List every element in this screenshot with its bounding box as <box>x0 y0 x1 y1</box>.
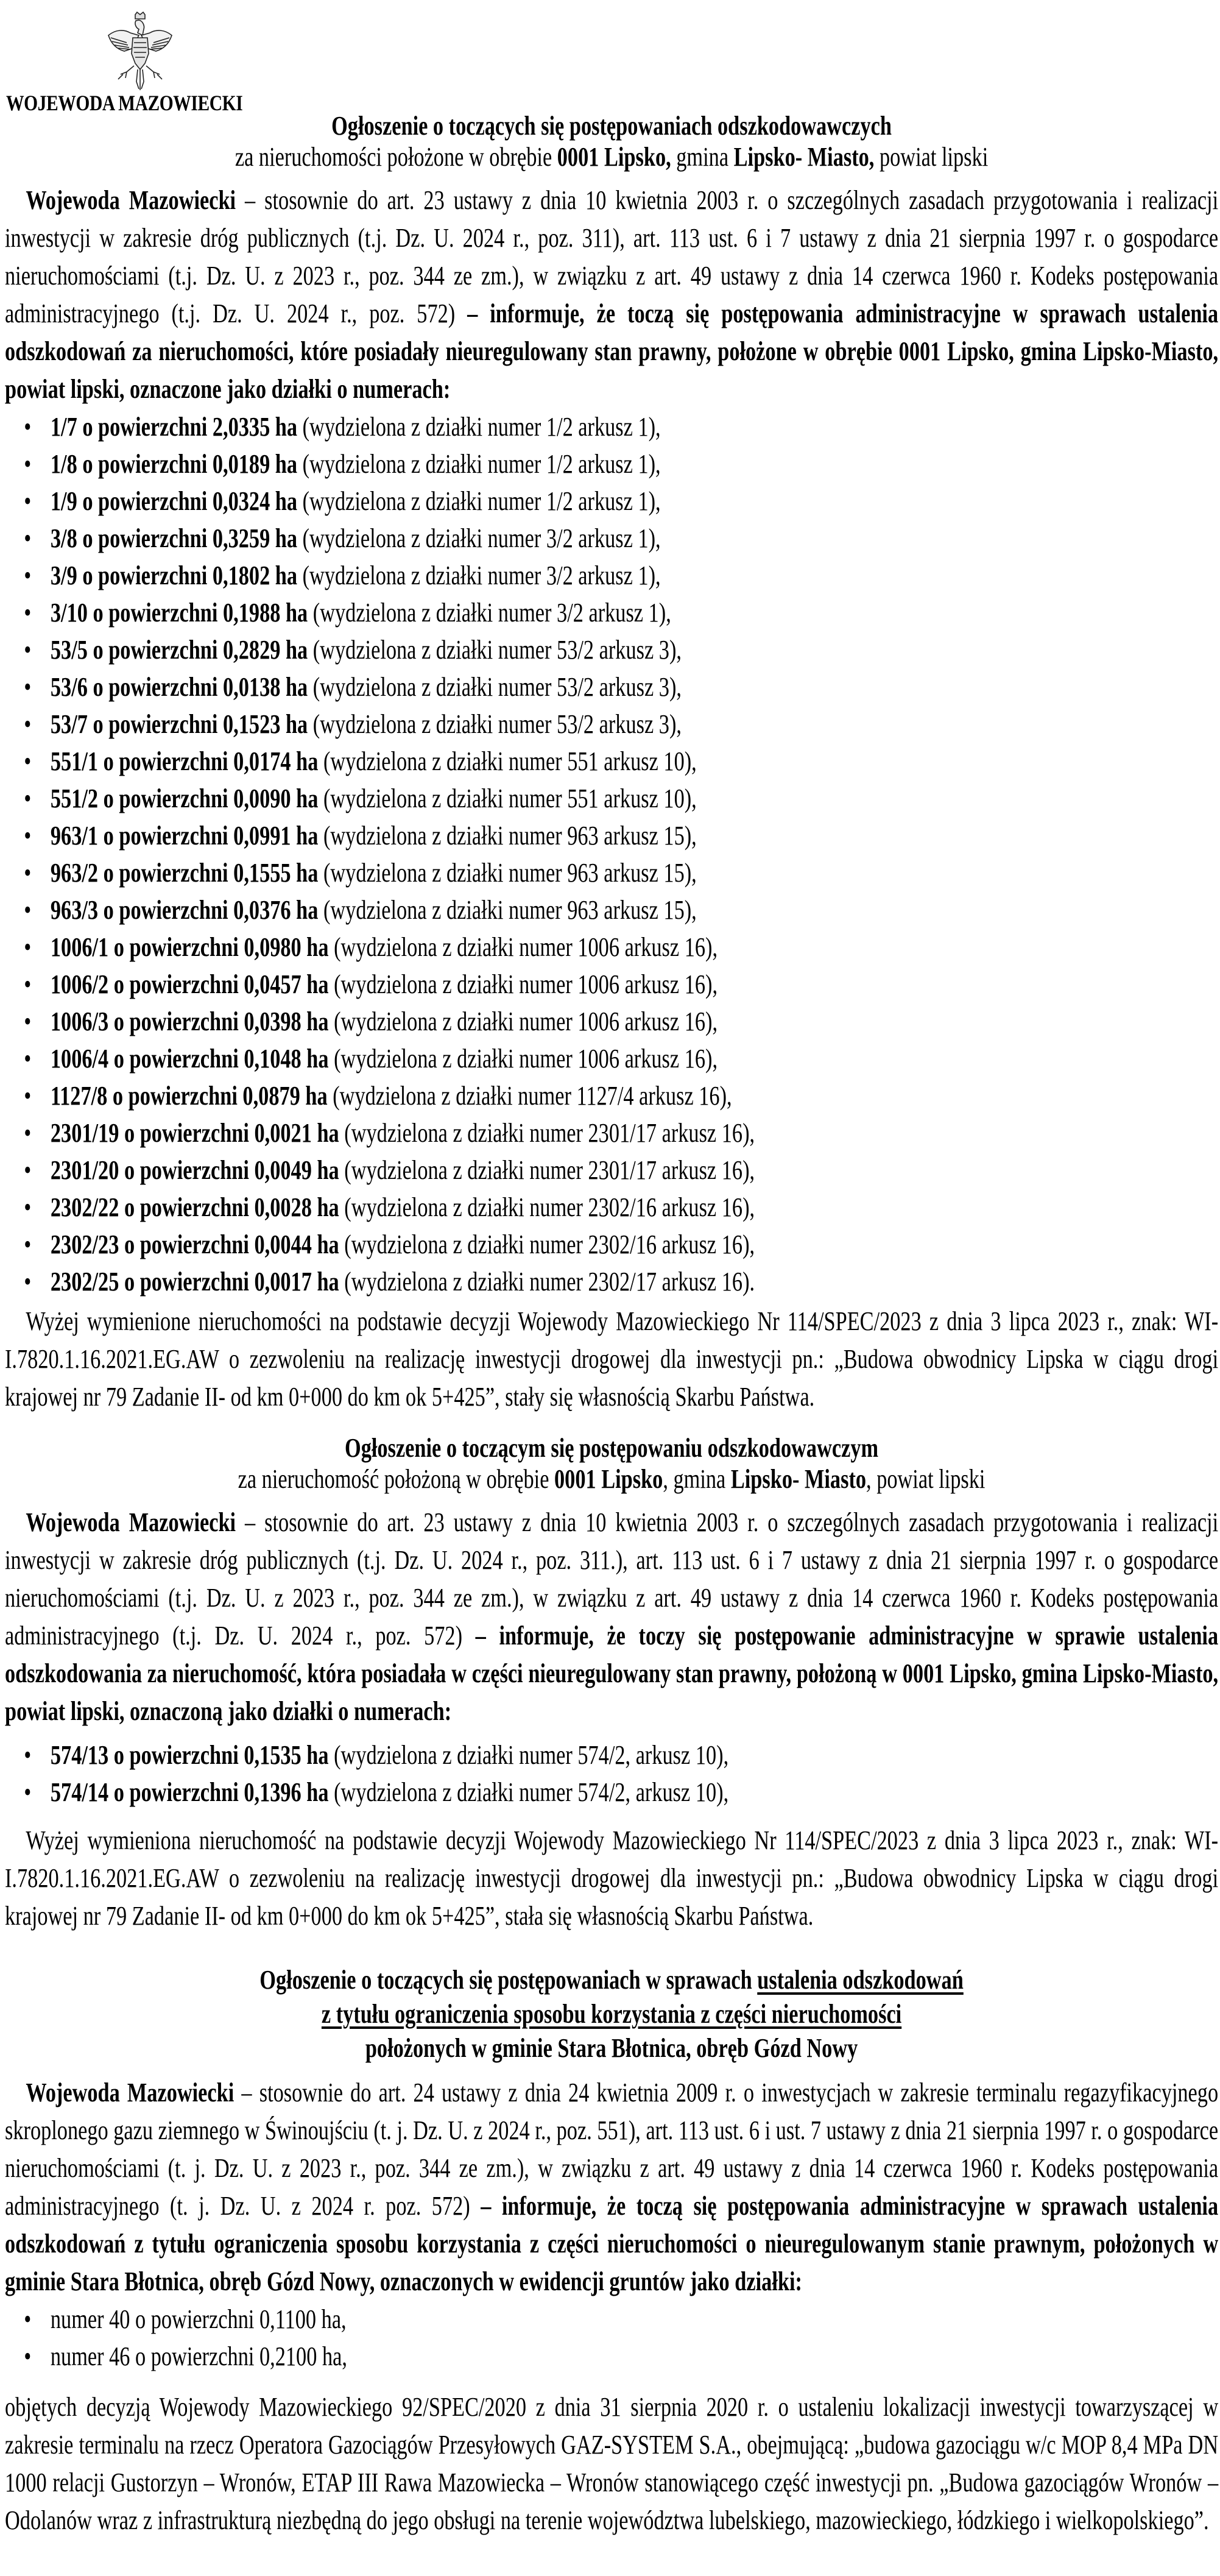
bullet-icon: • <box>24 1118 32 1148</box>
parcel-list-item <box>5 1263 1218 1300</box>
parcel-id-area: 1/7 o powierzchni 2,0335 ha <box>50 412 298 442</box>
parcel-list-item <box>5 854 1218 891</box>
parcel-list-item <box>5 1189 1218 1226</box>
parcel-origin: (wydzielona z działki numer 3/2 arkusz 1), <box>308 598 671 628</box>
notice-closing: Wyżej wymieniona nieruchomość na podstawie decyzji Wojewody Mazowieckiego Nr 114/SPEC/2023 z dnia 3 lipca 2023 r., znak: WI-I.7820.1.16.2021.EG.AW o zezwoleniu na realizację inwestycji drogowej dla inwestycji pn.: „Budowa obwodnicy Lipska w ciągu drogi krajowej nr 79 Zadanie II- od km 0+000 do km ok 5+425”, stała się własnością Skarbu Państwa. <box>5 1825 1219 1931</box>
parcel-origin: numer 46 o powierzchni 0,2100 ha, <box>50 2341 347 2371</box>
subtitle-text: za nieruchomości położone w obrębie <box>234 142 557 172</box>
notice-title <box>5 1963 1218 1997</box>
bullet-icon: • <box>24 598 32 628</box>
parcel-origin: (wydzielona z działki numer 53/2 arkusz 3), <box>308 635 682 665</box>
polish-eagle-emblem-icon <box>102 11 178 91</box>
title-underlined: ustalenia odszkodowań <box>757 1965 964 1995</box>
bullet-icon: • <box>24 858 32 888</box>
parcel-list-item <box>5 817 1218 854</box>
parcel-origin: (wydzielona z działki numer 3/2 arkusz 1), <box>297 523 661 553</box>
subtitle-precinct: 0001 Lipsko, <box>557 142 671 172</box>
parcel-list-item <box>5 557 1218 594</box>
subtitle-text: , powiat lipski <box>866 1464 986 1494</box>
title-underlined: z tytułu ograniczenia sposobu korzystania z części nieruchomości <box>321 1999 902 2029</box>
parcel-list-item <box>5 1226 1218 1263</box>
bullet-icon: • <box>24 1192 32 1222</box>
parcel-id-area: 2302/23 o powierzchni 0,0044 ha <box>50 1230 339 1259</box>
parcel-origin: (wydzielona z działki numer 53/2 arkusz 3), <box>308 672 682 702</box>
notice-intro <box>5 2074 1218 2301</box>
parcel-id-area: 963/1 o powierzchni 0,0991 ha <box>50 821 319 851</box>
parcel-origin: (wydzielona z działki numer 2302/17 arkusz 16). <box>339 1267 755 1297</box>
parcel-list-item <box>5 929 1218 966</box>
parcel-id-area: 1006/1 o powierzchni 0,0980 ha <box>50 932 329 962</box>
parcel-id-area: 2301/19 o powierzchni 0,0021 ha <box>50 1118 339 1148</box>
bullet-icon: • <box>24 1740 32 1770</box>
intro-text: – stosownie do art. 23 ustawy z dnia 10 kwietnia 2003 r. o szczególnych zasadach przygotowania i realizacji inwestycji w zakresie dróg publicznych (t.j. Dz. U. 2024 r., poz. 311), art. 113 ust. 6 i 7 ustawy z dnia 21 sierpnia 1997 r. o gospodarce nieruchomościami (t.j. Dz. U. z 2023 r., poz. 344 ze zm.), w związku z art. 49 ustawy z dnia 14 czerwca 1960 r. Kodeks postępowania administracyjnego (t.j. Dz. U. 2024 r., poz. 572) <box>5 185 1219 328</box>
notice-title: Ogłoszenie o toczących się postępowaniach odszkodowawczych <box>331 111 892 141</box>
parcel-list <box>5 1736 1218 1811</box>
parcel-id-area: 551/2 o powierzchni 0,0090 ha <box>50 784 319 813</box>
parcel-list-item <box>5 668 1218 706</box>
parcel-origin: (wydzielona z działki numer 574/2, arkusz 10), <box>328 1740 729 1770</box>
parcel-list-item <box>5 780 1218 817</box>
parcel-list-item <box>5 706 1218 743</box>
subtitle-text: powiat lipski <box>874 142 989 172</box>
parcel-id-area: 963/3 o powierzchni 0,0376 ha <box>50 895 319 925</box>
bullet-icon: • <box>24 523 32 553</box>
bullet-icon: • <box>24 969 32 999</box>
title-text: Ogłoszenie o toczących się postępowaniach w sprawach <box>259 1965 758 1995</box>
intro-bold: – informuje, że toczy się postępowanie administracyjne w sprawie ustalenia odszkodowania za nieruchomość, która posiadała w części nieuregulowany stan prawny, położoną w 0001 Lipsko, gmina Lipsko-Miasto, powiat lipski, oznaczoną jako działki o numerach: <box>5 1621 1219 1726</box>
parcel-origin: (wydzielona z działki numer 1006 arkusz 16), <box>328 932 718 962</box>
notice-section-3 <box>5 1963 1218 2539</box>
intro-lead: Wojewoda Mazowiecki <box>26 2078 234 2107</box>
letterhead <box>0 0 1220 115</box>
bullet-icon: • <box>24 746 32 776</box>
subtitle-precinct: 0001 Lipsko <box>554 1464 663 1494</box>
parcel-origin: (wydzielona z działki numer 574/2, arkusz 10), <box>328 1777 729 1807</box>
parcel-id-area: 2302/22 o powierzchni 0,0028 ha <box>50 1192 339 1222</box>
parcel-list-item <box>5 2301 1218 2338</box>
subtitle-text: , gmina <box>663 1464 731 1494</box>
parcel-list <box>5 2301 1218 2375</box>
parcel-id-area: 3/9 o powierzchni 0,1802 ha <box>50 561 298 590</box>
parcel-id-area: 1127/8 o powierzchni 0,0879 ha <box>50 1081 328 1111</box>
parcel-list-item <box>5 1152 1218 1189</box>
subtitle-text: gmina <box>671 142 734 172</box>
intro-lead: Wojewoda Mazowiecki <box>26 185 236 215</box>
parcel-id-area: 1/9 o powierzchni 0,0324 ha <box>50 486 298 516</box>
parcel-list-item <box>5 1114 1218 1152</box>
subtitle-commune: Lipsko- Miasto <box>730 1464 867 1494</box>
parcel-id-area: 574/13 o powierzchni 0,1535 ha <box>50 1740 329 1770</box>
parcel-id-area: 2301/20 o powierzchni 0,0049 ha <box>50 1155 339 1185</box>
parcel-list-item <box>5 2338 1218 2375</box>
parcel-origin: (wydzielona z działki numer 1006 arkusz 16), <box>328 1044 718 1074</box>
parcel-origin: (wydzielona z działki numer 2301/17 arkusz 16), <box>339 1155 755 1185</box>
document-body <box>0 111 1219 2539</box>
parcel-list-item <box>5 891 1218 929</box>
notice-subtitle <box>5 1463 1218 1495</box>
parcel-id-area: 574/14 o powierzchni 0,1396 ha <box>50 1777 329 1807</box>
notice-intro <box>5 1504 1218 1730</box>
parcel-id-area: 963/2 o powierzchni 0,1555 ha <box>50 858 319 888</box>
parcel-id-area: 551/1 o powierzchni 0,0174 ha <box>50 746 319 776</box>
notice-section-1 <box>5 111 1218 1416</box>
parcel-id-area: 53/6 o powierzchni 0,0138 ha <box>50 672 308 702</box>
bullet-icon: • <box>24 561 32 590</box>
parcel-list-item <box>5 1003 1218 1040</box>
bullet-icon: • <box>24 672 32 702</box>
parcel-origin: (wydzielona z działki numer 2302/16 arkusz 16), <box>339 1230 755 1259</box>
parcel-id-area: 1006/2 o powierzchni 0,0457 ha <box>50 969 329 999</box>
notice-subtitle <box>5 141 1218 173</box>
parcel-origin: (wydzielona z działki numer 551 arkusz 10), <box>318 784 697 813</box>
parcel-origin: (wydzielona z działki numer 963 arkusz 15), <box>318 821 697 851</box>
parcel-id-area: 53/5 o powierzchni 0,2829 ha <box>50 635 308 665</box>
parcel-list-item <box>5 408 1218 445</box>
parcel-list-item <box>5 743 1218 780</box>
parcel-list-item <box>5 1736 1218 1774</box>
bullet-icon: • <box>24 784 32 813</box>
parcel-origin: (wydzielona z działki numer 2302/16 arkusz 16), <box>339 1192 755 1222</box>
intro-bold: – informuje, że toczą się postępowania administracyjne w sprawach ustalenia odszkodowań z tytułu ograniczenia sposobu korzystania z części nieruchomości o nieuregulowanym stanie prawnym, położonych w gminie Stara Błotnica, obręb Gózd Nowy, oznaczonych w ewidencji gruntów jako działki: <box>5 2191 1219 2296</box>
parcel-origin: (wydzielona z działki numer 1127/4 arkusz 16), <box>327 1081 732 1111</box>
subtitle-text: za nieruchomość położoną w obrębie <box>238 1464 555 1494</box>
parcel-id-area: 3/10 o powierzchni 0,1988 ha <box>50 598 308 628</box>
parcel-origin: (wydzielona z działki numer 1/2 arkusz 1), <box>297 486 661 516</box>
parcel-id-area: 1/8 o powierzchni 0,0189 ha <box>50 449 298 479</box>
bullet-icon: • <box>24 1044 32 1074</box>
parcel-list-item <box>5 631 1218 668</box>
parcel-origin: (wydzielona z działki numer 1006 arkusz 16), <box>328 1007 718 1036</box>
parcel-origin: (wydzielona z działki numer 963 arkusz 15), <box>318 895 697 925</box>
parcel-origin: (wydzielona z działki numer 551 arkusz 10), <box>318 746 697 776</box>
bullet-icon: • <box>24 2341 32 2371</box>
parcel-origin: (wydzielona z działki numer 1006 arkusz 16), <box>328 969 718 999</box>
parcel-list-item <box>5 1040 1218 1077</box>
bullet-icon: • <box>24 1155 32 1185</box>
notice-intro <box>5 182 1218 408</box>
notice-title: Ogłoszenie o toczącym się postępowaniu odszkodowawczym <box>345 1433 879 1463</box>
parcel-list-item <box>5 1774 1218 1811</box>
bullet-icon: • <box>24 1267 32 1297</box>
parcel-list-item <box>5 1077 1218 1114</box>
bullet-icon: • <box>24 635 32 665</box>
bullet-icon: • <box>24 449 32 479</box>
parcel-list <box>5 408 1218 1300</box>
parcel-id-area: 2302/25 o powierzchni 0,0017 ha <box>50 1267 339 1297</box>
parcel-list-item <box>5 594 1218 631</box>
parcel-origin: (wydzielona z działki numer 53/2 arkusz 3), <box>308 709 682 739</box>
bullet-icon: • <box>24 932 32 962</box>
notice-closing: Wyżej wymienione nieruchomości na podstawie decyzji Wojewody Mazowieckiego Nr 114/SPEC/2023 z dnia 3 lipca 2023 r., znak: WI-I.7820.1.16.2021.EG.AW o zezwoleniu na realizację inwestycji drogowej dla inwestycji pn.: „Budowa obwodnicy Lipska w ciągu drogi krajowej nr 79 Zadanie II- od km 0+000 do km ok 5+425”, stały się własnością Skarbu Państwa. <box>5 1306 1219 1412</box>
parcel-origin: (wydzielona z działki numer 963 arkusz 15), <box>318 858 697 888</box>
parcel-id-area: 1006/4 o powierzchni 0,1048 ha <box>50 1044 329 1074</box>
parcel-list-item <box>5 483 1218 520</box>
bullet-icon: • <box>24 1007 32 1036</box>
parcel-id-area: 1006/3 o powierzchni 0,0398 ha <box>50 1007 329 1036</box>
parcel-origin: (wydzielona z działki numer 2301/17 arkusz 16), <box>339 1118 755 1148</box>
parcel-id-area: 53/7 o powierzchni 0,1523 ha <box>50 709 308 739</box>
bullet-icon: • <box>24 1230 32 1259</box>
parcel-id-area: 3/8 o powierzchni 0,3259 ha <box>50 523 298 553</box>
parcel-origin: (wydzielona z działki numer 3/2 arkusz 1), <box>297 561 661 590</box>
notice-section-2 <box>5 1433 1218 1935</box>
bullet-icon: • <box>24 412 32 442</box>
parcel-list-item <box>5 966 1218 1003</box>
bullet-icon: • <box>24 1777 32 1807</box>
parcel-list-item <box>5 445 1218 483</box>
notice-closing: objętych decyzją Wojewody Mazowieckiego 92/SPEC/2020 z dnia 31 sierpnia 2020 r. o ustaleniu lokalizacji inwestycji towarzyszącej w zakresie terminalu na rzecz Operatora Gazociągów Przesyłowych GAZ-SYSTEM S.A., obejmującą: „budowa gazociągu w/c MOP 8,4 MPa DN 1000 relacji Gustorzyn – Wronów, ETAP III Rawa Mazowiecka – Wronów stanowiącego część inwestycji pn. „Budowa gazociągów Wronów – Odolanów wraz z infrastrukturą niezbędną do jego obsługi na terenie województwa lubelskiego, mazowieckiego, łódzkiego i wielkopolskiego”. <box>5 2392 1219 2535</box>
organization-name: WOJEWODA MAZOWIECKI <box>6 91 243 115</box>
bullet-icon: • <box>24 2304 32 2334</box>
subtitle-commune: Lipsko- Miasto, <box>733 142 875 172</box>
bullet-icon: • <box>24 1081 32 1111</box>
notice-title-line-3: położonych w gminie Stara Błotnica, obręb Gózd Nowy <box>365 2033 858 2063</box>
parcel-list-item <box>5 520 1218 557</box>
parcel-origin: (wydzielona z działki numer 1/2 arkusz 1), <box>297 449 661 479</box>
notice-title-line-2 <box>5 1997 1218 2031</box>
parcel-origin: (wydzielona z działki numer 1/2 arkusz 1), <box>297 412 661 442</box>
intro-lead: Wojewoda Mazowiecki <box>26 1507 236 1537</box>
intro-text: – stosownie do art. 23 ustawy z dnia 10 kwietnia 2003 r. o szczególnych zasadach przygotowania i realizacji inwestycji w zakresie dróg publicznych (t.j. Dz. U. 2024 r., poz. 311.), art. 113 ust. 6 i 7 ustawy z dnia 21 sierpnia 1997 r. o gospodarce nieruchomościami (t.j. Dz. U. z 2023 r., poz. 344 ze zm.), w związku z art. 49 ustawy z dnia 14 czerwca 1960 r. Kodeks postępowania administracyjnego (t.j. Dz. U. 2024 r., poz. 572) <box>5 1507 1219 1651</box>
intro-text: – stosownie do art. 24 ustawy z dnia 24 kwietnia 2009 r. o inwestycjach w zakresie terminalu regazyfikacyjnego skroplonego gazu ziemnego w Świnoujściu (t. j. Dz. U. z 2024 r., poz. 551), art. 113 ust. 6 i ust. 7 ustawy z dnia 21 sierpnia 1997 r. o gospodarce nieruchomościami (t. j. Dz. U. z 2023 r., poz. 344 ze zm.), w związku z art. 49 ustawy z dnia 14 czerwca 1960 r. Kodeks postępowania administracyjnego (t. j. Dz. U. z 2024 r. poz. 572) <box>5 2078 1219 2221</box>
bullet-icon: • <box>24 709 32 739</box>
bullet-icon: • <box>24 821 32 851</box>
parcel-origin: numer 40 o powierzchni 0,1100 ha, <box>50 2304 347 2334</box>
intro-bold: – informuje, że toczą się postępowania administracyjne w sprawach ustalenia odszkodowań za nieruchomości, które posiadały nieuregulowany stan prawny, położone w obrębie 0001 Lipsko, gmina Lipsko-Miasto, powiat lipski, oznaczone jako działki o numerach: <box>5 299 1219 404</box>
bullet-icon: • <box>24 486 32 516</box>
bullet-icon: • <box>24 895 32 925</box>
